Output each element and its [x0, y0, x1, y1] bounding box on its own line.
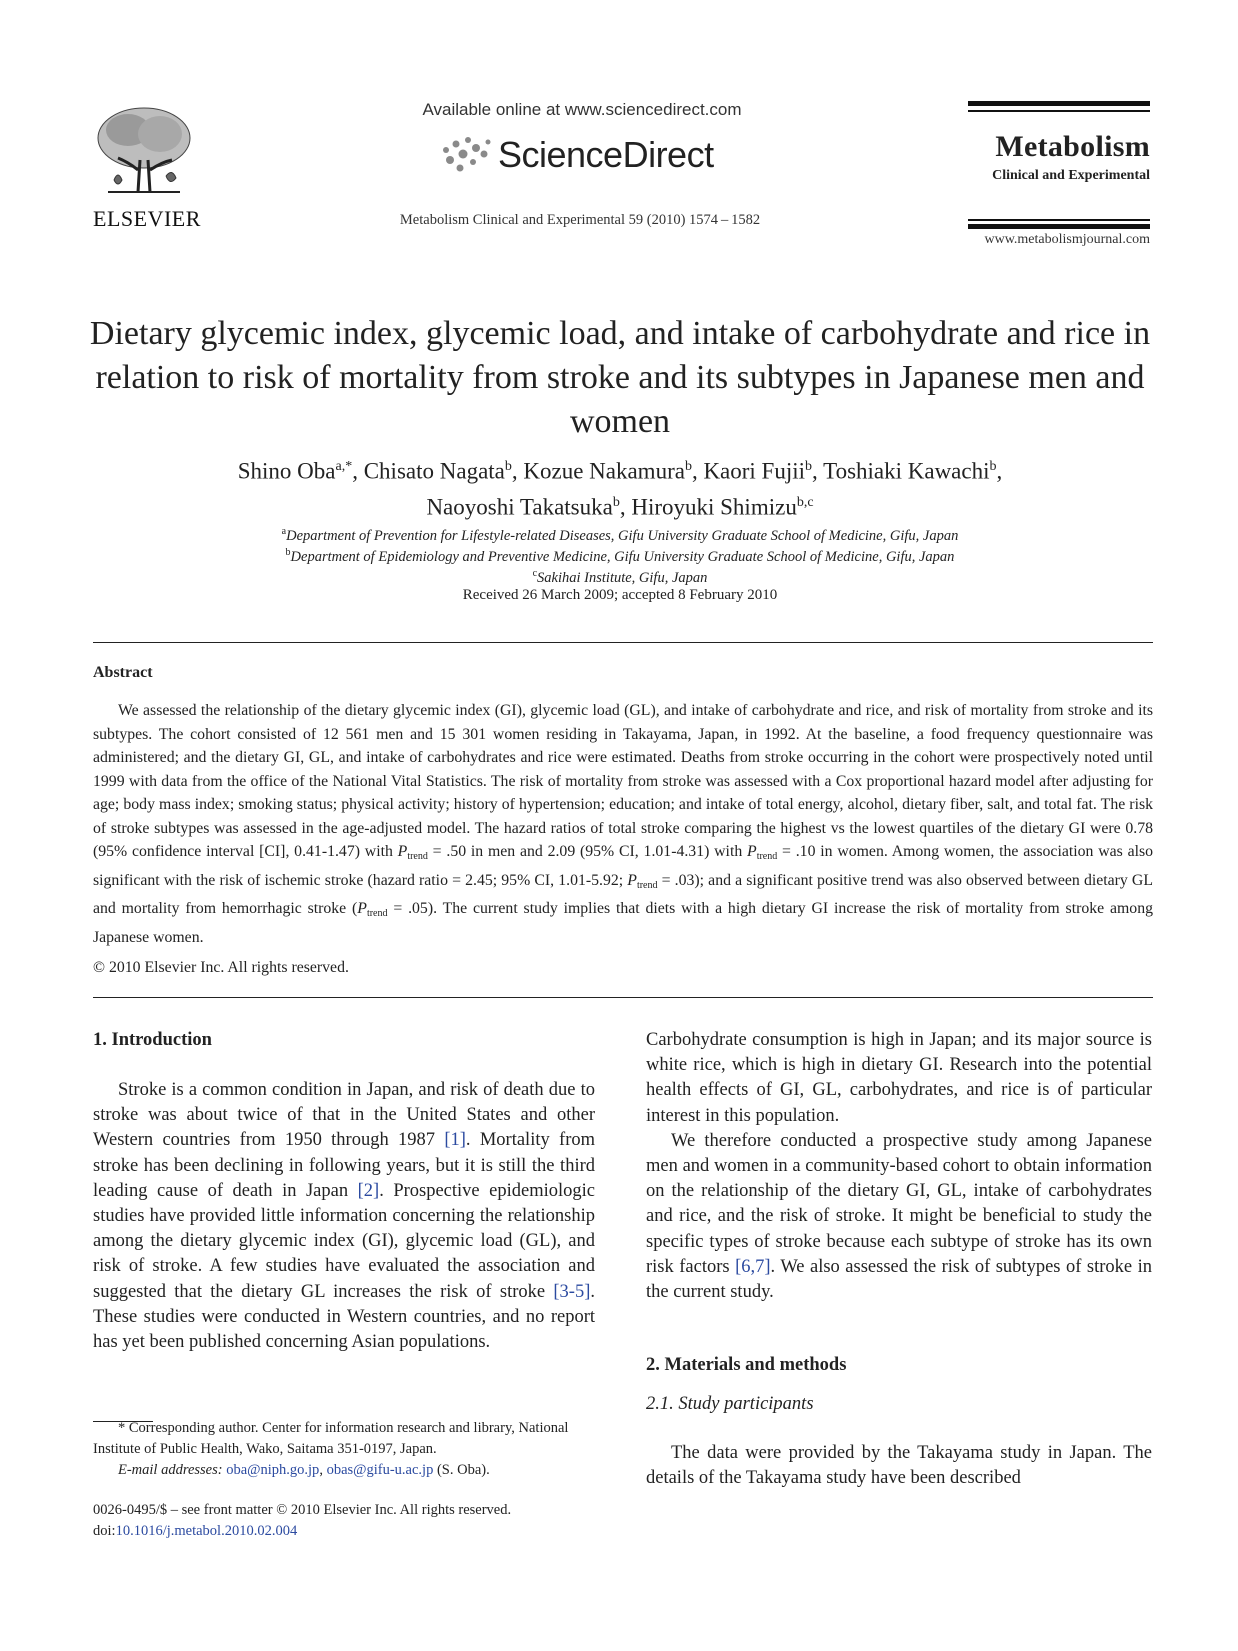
reference-link[interactable]: [1] [444, 1130, 466, 1151]
author-name: Kaori Fujii [703, 458, 806, 484]
author-affil-marker[interactable]: b [504, 459, 512, 474]
sciencedirect-dots-icon [443, 137, 491, 172]
journal-citation: Metabolism Clinical and Experimental 59 (2010) 1574 – 1582 [399, 212, 761, 228]
journal-name: Metabolism [995, 130, 1150, 163]
author-name: Hiroyuki Shimizu [631, 494, 797, 520]
journal-url-link[interactable]: www.metabolismjournal.com [984, 232, 1150, 247]
email-link[interactable]: oba@niph.go.jp [226, 1462, 320, 1478]
reference-link[interactable]: [3-5] [553, 1281, 591, 1302]
abstract-copyright: © 2010 Elsevier Inc. All rights reserved. [93, 959, 349, 976]
author-name: Naoyoshi Takatsuka [426, 494, 613, 520]
introduction-paragraph-continued: Carbohydrate consumption is high in Japan; and its major source is white rice, which is high in dietary GI. Research into the potential health effects of GI, GL, carbohydrates, and rice is of particular interest in this population. We therefore conducted a prospective study among Japanese men and women in a community-based cohort to obtain information on the relationship of the dietary GI, GL, intake of carbohydrates and rice, and the risk of stroke. It might be beneficial to study the specific types of stroke because each subtype of stroke has its own risk factors [6,7]. We also assessed the risk of subtypes of stroke in the current study. [646, 1030, 1152, 1303]
received-dates: Received 26 March 2009; accepted 8 February 2010 [462, 587, 778, 603]
sciencedirect-wordmark: ScienceDirect [498, 134, 714, 175]
sciencedirect-logo[interactable] [438, 130, 748, 180]
available-online-text[interactable]: Available online at www.sciencedirect.com [422, 100, 742, 119]
abstract-body: We assessed the relationship of the dietary glycemic index (GI), glycemic load (GL), and intake of carbohydrate and rice, and risk of mortality from stroke and its subtypes. The cohort consisted of 12 561 men and 15 301 women residing in Takayama, Japan, in 1992. At the baseline, a food frequency questionnaire was administered; and the dietary GI, GL, and intake of carbohydrates and rice were estimated. Deaths from stroke occurring in the cohort were prospectively noted until 1999 with data from the office of the National Vital Statistics. The risk of mortality from stroke was assessed with a Cox proportional hazard model after adjusting for age; body mass index; smoking status; physical activity; history of hypertension; education; and intake of total energy, alcohol, dietary fiber, salt, and total fat. The risk of stroke subtypes was assessed in the age-adjusted model. The hazard ratios of total stroke comparing the highest vs the lowest quartiles of the dietary GI were 0.78 (95% confidence interval [CI], 0.41-1.47) with $P_{trend} = .50$ in men and 2.09 (95% CI, 1.01-4.31) with $P_{trend} = .10$ in women. Among women, the association was also significant with the risk of ischemic stroke (hazard ratio = 2.45; 95% CI, 1.01-5.92; $P_{trend} = .03$); and a significant positive trend was also observed between dietary GL and mortality from hemorrhagic stroke $(P_{trend} = .05)$. The current study implies that diets with a high dietary GI increase the risk of mortality from stroke among Japanese women. [93, 702, 1154, 946]
article-title: Dietary glycemic index, glycemic load, and intake of carbohydrate and rice in relation to risk of mortality from stroke and its subtypes in Japanese men and women [89, 315, 1151, 440]
abstract-heading: Abstract [93, 664, 153, 681]
journal-rule-bottom-thin [968, 219, 1150, 221]
affiliation-c: $^c$Sakihai Institute, Gifu, Japan [532, 568, 708, 586]
author-affil-marker[interactable]: b,c [796, 494, 814, 510]
author-name: Toshiaki Kawachi [823, 458, 990, 484]
author-affil-marker[interactable]: b [805, 459, 813, 474]
doi-link[interactable]: 10.1016/j.metabol.2010.02.004 [115, 1523, 298, 1539]
author-name: Kozue Nakamura [523, 458, 685, 484]
corresponding-author-footnote: * Corresponding author. Center for information research and library, National Institute of Public Health, Wako, Saitama 351-0197, Japan. E-mail addresses: oba@niph.go.jp, obas@gifu-u.ac.jp (S. Oba). [93, 1420, 569, 1478]
author-name: Chisato Nagata [363, 458, 505, 484]
reference-link[interactable]: [6,7] [735, 1256, 771, 1277]
journal-rule-top-thick [968, 101, 1150, 106]
reference-link[interactable]: [2] [357, 1180, 380, 1201]
front-matter-footer: 0026-0495/$ – see front matter © 2010 Elsevier Inc. All rights reserved. doi:10.1016/j.metabol.2010.02.004 [93, 1502, 512, 1539]
elsevier-tree-logo-icon [88, 100, 200, 200]
subsection-heading-participants: 2.1. Study participants [646, 1394, 814, 1414]
author-affil-marker[interactable]: b [989, 459, 997, 474]
section-heading-introduction: 1. Introduction [93, 1030, 212, 1050]
journal-subtitle: Clinical and Experimental [992, 168, 1150, 183]
publisher-name: ELSEVIER [93, 206, 201, 231]
methods-paragraph-1: The data were provided by the Takayama study in Japan. The details of the Takayama study have been described [646, 1443, 1152, 1489]
section-heading-methods: 2. Materials and methods [646, 1355, 847, 1375]
author-affil-marker[interactable]: b [684, 459, 692, 474]
author-list: Shino Oba$^{a,*}$, Chisato Nagata$^b$, Kozue Nakamura$^b$, Kaori Fujii$^b$, Toshiaki Kawachi$^b$, Naoyoshi Takatsuka$^b$, Hiroyuki Shimizu$^{b,c}$ [237, 458, 1003, 520]
email-link[interactable]: obas@gifu-u.ac.jp [326, 1462, 434, 1478]
affiliation-a: $^a$Department of Prevention for Lifestyle-related Diseases, Gifu University Graduate School of Medicine, Gifu, Japan [281, 526, 959, 544]
author-affil-marker[interactable]: b [612, 494, 620, 510]
journal-rule-top-thin [968, 110, 1150, 112]
author-name: Shino Oba [237, 458, 336, 484]
author-affil-marker[interactable]: a,* [335, 459, 353, 474]
affiliation-b: $^b$Department of Epidemiology and Preventive Medicine, Gifu University Graduate School of Medicine, Gifu, Japan [285, 547, 955, 565]
introduction-paragraph-1: Stroke is a common condition in Japan, and risk of death due to stroke was about twice of that in the United States and other Western countries from 1950 through 1987 [1]. Mortality from stroke has been declining in following years, but it is still the third leading cause of death in Japan [2]. Prospective epidemiologic studies have provided little information concerning the relationship among the dietary glycemic index (GI), glycemic load (GL), and risk of stroke. A few studies have evaluated the association and suggested that the dietary GL increases the risk of stroke [3-5]. These studies were conducted in Western countries, and no report has yet been published concerning Asian populations. [93, 1080, 595, 1353]
abstract-divider-bottom [93, 997, 1153, 998]
journal-rule-bottom-thick [968, 224, 1150, 229]
abstract-divider-top [93, 642, 1153, 643]
